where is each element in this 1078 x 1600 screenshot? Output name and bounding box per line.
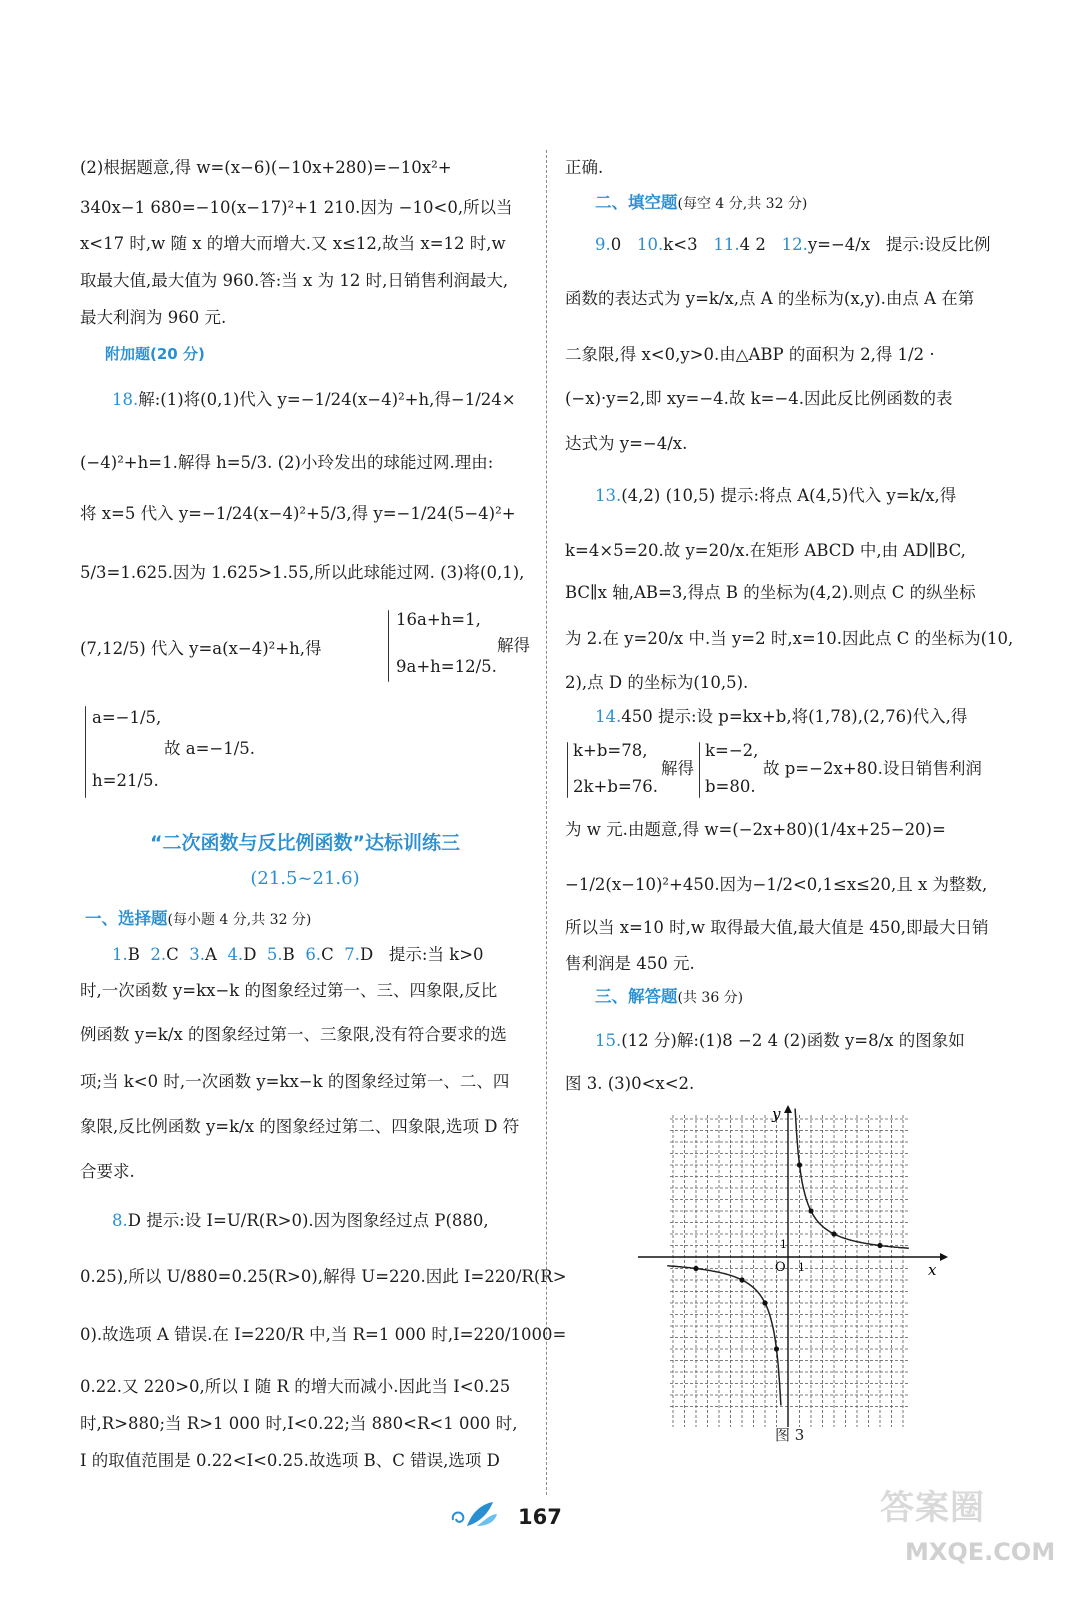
answer-number: 7. — [344, 945, 360, 964]
answer-value: B — [127, 945, 140, 964]
part2-heading — [595, 192, 807, 215]
q7-line: 项;当 k<0 时,一次函数 y=kx−k 的图象经过第一、二、四 — [80, 1072, 510, 1091]
answer-value: D — [243, 945, 257, 964]
answer-value: C — [166, 945, 179, 964]
q18-line: 解得 — [497, 636, 530, 655]
fill-value: 4 2 — [739, 235, 766, 254]
q14-text: 450 提示:设 p=kx+b,将(1,78),(2,76)代入,得 — [621, 707, 968, 726]
answer-number: 6. — [305, 945, 322, 964]
x-axis-label: x — [928, 1261, 937, 1279]
q14-line: −1/2(x−10)²+450.因为−1/2<0,1≤x≤20,且 x 为整数, — [565, 875, 988, 894]
column-divider — [546, 150, 547, 1495]
fill-number: 11. — [713, 235, 740, 254]
system-eq: 16a+h=1, — [396, 610, 481, 629]
system-eq: a=−1/5, — [92, 708, 162, 727]
y-axis-label: y — [772, 1105, 781, 1123]
function-graph — [630, 1105, 950, 1435]
answer-number: 2. — [150, 945, 167, 964]
q12-line: 达式为 y=−4/x. — [565, 434, 688, 453]
q14-line — [595, 706, 967, 728]
fill-number: 9. — [595, 235, 611, 254]
q8-number: 8. — [112, 1211, 128, 1230]
system-eq: k=−2, — [705, 741, 759, 760]
answers-row — [112, 944, 484, 966]
fill-value: y=−4/x — [807, 235, 871, 254]
answer-value: D — [359, 945, 374, 964]
q7-hint: 提示:当 k>0 — [388, 945, 484, 964]
part2-title: 二、填空题 — [595, 193, 678, 212]
section-subtitle: (21.5~21.6) — [250, 868, 360, 889]
graph-point — [877, 1243, 882, 1248]
system-eq: 9a+h=12/5. — [396, 657, 497, 676]
q8-line: 0).故选项 A 错误.在 I=220/R 中,当 R=1 000 时,I=220/1000= — [80, 1325, 567, 1344]
q14-line: 解得 — [661, 759, 694, 778]
q8-text: D 提示:设 I=U/R(R>0).因为图象经过点 P(880, — [127, 1211, 489, 1230]
graph-point — [739, 1277, 744, 1282]
answer-number: 5. — [266, 945, 283, 964]
part1-heading — [85, 908, 311, 931]
fill-number: 10. — [637, 235, 664, 254]
q7-line: 例函数 y=k/x 的图象经过第一、三象限,没有符合要求的选 — [80, 1025, 507, 1044]
q15-line — [595, 1030, 965, 1052]
extra-question-title: 附加题(20 分) — [105, 345, 205, 363]
q15-line: 图 3. (3)0<x<2. — [565, 1074, 695, 1093]
q7-line: 象限,反比例函数 y=k/x 的图象经过第二、四象限,选项 D 符 — [80, 1117, 520, 1136]
graph-point — [774, 1346, 779, 1351]
q14-line: 所以当 x=10 时,w 取得最大值,最大值是 450,即最大日销 — [565, 918, 989, 937]
q8-line: I 的取值范围是 0.22<I<0.25.故选项 B、C 错误,选项 D — [80, 1451, 500, 1470]
graph-point — [831, 1231, 836, 1236]
answer-number: 1. — [112, 945, 128, 964]
q12-line: (−x)·y=2,即 xy=−4.故 k=−4.因此反比例函数的表 — [565, 389, 953, 408]
q14-line: 为 w 元.由题意,得 w=(−2x+80)(1/4x+25−20)= — [565, 820, 946, 839]
system-eq: 2k+b=76. — [573, 777, 658, 796]
q15-text: (12 分)解:(1)8 −2 4 (2)函数 y=8/x 的图象如 — [621, 1031, 965, 1050]
fill-value: k<3 — [663, 235, 698, 254]
watermark-logo: 答案圈 — [880, 1488, 985, 1528]
q13-line: BC∥x 轴,AB=3,得点 B 的坐标为(4,2).则点 C 的纵坐标 — [565, 583, 976, 602]
q8-line: 0.22.又 220>0,所以 I 随 R 的增大而减小.因此当 I<0.25 — [80, 1377, 511, 1396]
q12-hint: 提示:设反比例 — [885, 235, 991, 254]
text-line: 正确. — [565, 158, 604, 177]
answer-number: 3. — [189, 945, 206, 964]
dashed-grid — [670, 1115, 910, 1427]
q18-final: 故 a=−1/5. — [164, 739, 256, 758]
q18-text: 解:(1)将(0,1)代入 y=−1/24(x−4)²+h,得−1/24× — [138, 390, 516, 409]
text-line: 最大利润为 960 元. — [80, 308, 227, 327]
part1-title: 一、选择题 — [85, 909, 168, 928]
system-eq: b=80. — [705, 777, 756, 796]
q8-line: 时,R>880;当 R>1 000 时,I<0.22;当 880<R<1 000 时, — [80, 1414, 518, 1433]
q13-line: 2),点 D 的坐标为(10,5). — [565, 673, 749, 692]
graph-point — [693, 1266, 698, 1271]
system-eq: h=21/5. — [92, 771, 159, 790]
part2-note: (每空 4 分,共 32 分) — [677, 196, 808, 212]
graph-point — [797, 1162, 802, 1167]
system-eq: k+b=78, — [573, 741, 648, 760]
y-tick-one: 1 — [780, 1238, 787, 1251]
q13-text: (4,2) (10,5) 提示:将点 A(4,5)代入 y=k/x,得 — [621, 486, 957, 505]
part3-heading — [595, 986, 743, 1009]
q18-line: (7,12/5) 代入 y=a(x−4)²+h,得 — [80, 639, 322, 658]
answer-value: B — [282, 945, 295, 964]
answer-number: 4. — [227, 945, 244, 964]
text-line: (2)根据题意,得 w=(x−6)(−10x+280)=−10x²+ — [80, 158, 452, 177]
q14-line: 故 p=−2x+80.设日销售利润 — [763, 759, 982, 778]
graph-point — [762, 1300, 767, 1305]
q7-line: 时,一次函数 y=kx−k 的图象经过第一、三、四象限,反比 — [80, 981, 498, 1000]
answer-value: A — [205, 945, 217, 964]
q15-number: 15. — [595, 1031, 622, 1050]
watermark-url: MXQE.COM — [905, 1538, 1056, 1566]
origin-label: O — [775, 1260, 786, 1275]
answer-value: C — [321, 945, 334, 964]
part3-note: (共 36 分) — [677, 990, 744, 1006]
q13-number: 13. — [595, 486, 622, 505]
brace — [85, 706, 86, 798]
q13-line: 为 2.在 y=20/x 中.当 y=2 时,x=10.因此点 C 的坐标为(10, — [565, 629, 1014, 648]
q13-line: k=4×5=20.故 y=20/x.在矩形 ABCD 中,由 AD∥BC, — [565, 541, 966, 560]
q18-line: 将 x=5 代入 y=−1/24(x−4)²+5/3,得 y=−1/24(5−4)²+ — [80, 504, 516, 523]
brace — [388, 610, 389, 682]
text-line: 取最大值,最大值为 960.答:当 x 为 12 时,日销售利润最大, — [80, 271, 509, 290]
q8-line — [112, 1210, 489, 1232]
q18-line: 5/3=1.625.因为 1.625>1.55,所以此球能过网. (3)将(0,1), — [80, 563, 525, 582]
part1-note: (每小题 4 分,共 32 分) — [167, 912, 312, 928]
q8-line: 0.25),所以 U/880=0.25(R>0),解得 U=220.因此 I=220/R(R> — [80, 1267, 567, 1286]
q13-line — [595, 485, 956, 507]
x-axis-arrow — [940, 1253, 948, 1261]
y-axis-arrow — [784, 1105, 792, 1113]
fill-value: 0 — [610, 235, 622, 254]
q18-line: (−4)²+h=1.解得 h=5/3. (2)小玲发出的球能过网.理由: — [80, 453, 494, 472]
x-tick-one: 1 — [798, 1261, 805, 1274]
q12-line: 函数的表达式为 y=k/x,点 A 的坐标为(x,y).由点 A 在第 — [565, 289, 975, 308]
page-number: 167 — [518, 1505, 562, 1529]
brace — [699, 742, 700, 798]
q18-line — [112, 389, 516, 411]
q12-line: 二象限,得 x<0,y>0.由△ABP 的面积为 2,得 1/2 · — [565, 345, 935, 364]
q14-number: 14. — [595, 707, 622, 726]
text-line: 340x−1 680=−10(x−17)²+1 210.因为 −10<0,所以当 — [80, 198, 513, 217]
leaf-logo-icon — [447, 1498, 507, 1532]
figure-caption: 图 3 — [775, 1426, 805, 1444]
brace — [567, 742, 568, 798]
part3-title: 三、解答题 — [595, 987, 678, 1006]
fill-answers-row — [595, 234, 990, 256]
section-title: “二次函数与反比例函数”达标训练三 — [150, 832, 460, 854]
q14-line: 售利润是 450 元. — [565, 954, 695, 973]
text-line: x<17 时,w 随 x 的增大而增大.又 x≤12,故当 x=12 时,w — [80, 234, 506, 253]
fill-number: 12. — [781, 235, 808, 254]
q18-number: 18. — [112, 390, 139, 409]
graph-point — [808, 1208, 813, 1213]
q7-line: 合要求. — [80, 1162, 135, 1181]
